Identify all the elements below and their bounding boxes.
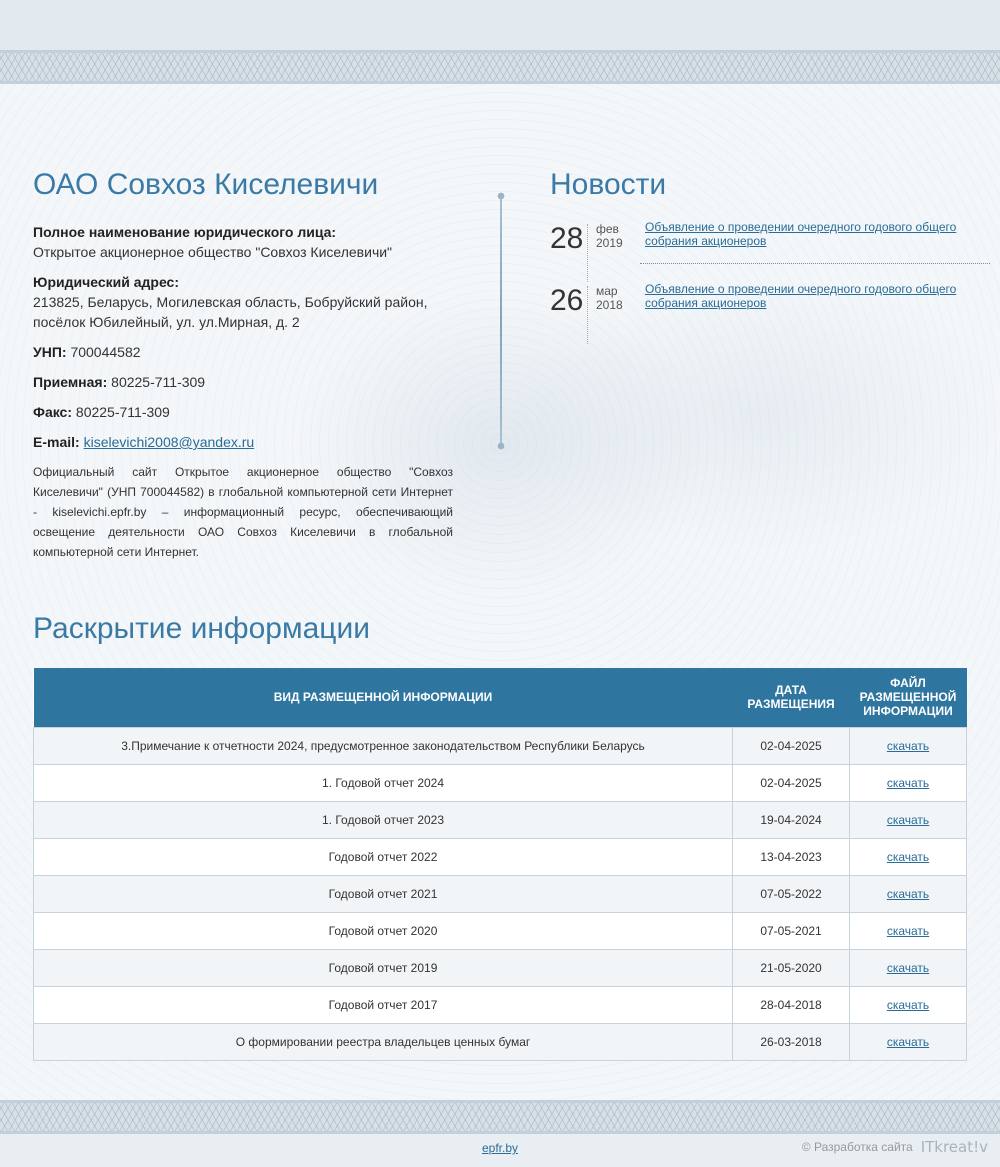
download-link[interactable]: скачать	[886, 1034, 930, 1049]
unp-field	[33, 342, 453, 362]
reception-field	[33, 372, 453, 392]
company-title: ОАО Совхоз Киселевичи	[33, 168, 379, 201]
news-month: мар	[596, 284, 618, 298]
news-separator	[640, 263, 990, 264]
address-value: 213825, Беларусь, Могилевская область, Бобруйский район, посёлок Юбилейный, ул. ул.Мирная, д. 2	[33, 294, 428, 330]
download-link[interactable]: скачать	[886, 886, 930, 901]
row-type: Годовой отчет 2020	[34, 912, 733, 949]
row-date: 13-04-2023	[733, 838, 850, 875]
unp-label: УНП:	[33, 344, 67, 360]
row-file-cell	[850, 801, 967, 838]
footer-ornament-band	[0, 1100, 1000, 1134]
row-file-cell	[850, 986, 967, 1023]
row-type: Годовой отчет 2017	[34, 986, 733, 1023]
reception-label: Приемная:	[33, 374, 108, 390]
row-date: 26-03-2018	[733, 1023, 850, 1060]
email-label: E-mail:	[33, 434, 80, 450]
fax-field	[33, 402, 453, 422]
news-link[interactable]: Объявление о проведении очередного годового общего собрания акционеров	[645, 220, 957, 248]
row-date: 21-05-2020	[733, 949, 850, 986]
header-type: ВИД РАЗМЕЩЕННОЙ ИНФОРМАЦИИ	[34, 668, 733, 727]
fax-label: Факс:	[33, 404, 73, 420]
table-row	[34, 801, 967, 838]
row-date: 07-05-2021	[733, 912, 850, 949]
reception-value: 80225-711-309	[111, 374, 206, 390]
row-type: 1. Годовой отчет 2023	[34, 801, 733, 838]
table-row	[34, 838, 967, 875]
footer-credit	[802, 1138, 988, 1156]
row-type: Годовой отчет 2022	[34, 838, 733, 875]
row-date: 02-04-2025	[733, 727, 850, 764]
row-file-cell	[850, 838, 967, 875]
news-item	[550, 282, 990, 344]
email-link[interactable]: kiselevichi2008@yandex.ru	[83, 434, 255, 450]
row-file-cell	[850, 875, 967, 912]
news-year: 2019	[596, 236, 623, 250]
table-row	[34, 764, 967, 801]
download-link[interactable]: скачать	[886, 775, 930, 790]
address-label: Юридический адрес:	[33, 274, 179, 290]
row-file-cell	[850, 912, 967, 949]
disclosure-title: Раскрытие информации	[33, 612, 370, 645]
row-date: 19-04-2024	[733, 801, 850, 838]
news-month: фев	[596, 222, 619, 236]
download-link[interactable]: скачать	[886, 812, 930, 827]
news-title: Новости	[550, 168, 667, 201]
footer-site-link[interactable]: epfr.by	[482, 1141, 519, 1155]
download-link[interactable]: скачать	[886, 997, 930, 1012]
row-date: 02-04-2025	[733, 764, 850, 801]
news-section	[550, 168, 990, 344]
full-name-label: Полное наименование юридического лица:	[33, 224, 337, 240]
table-row	[34, 986, 967, 1023]
table-row	[34, 727, 967, 764]
news-date	[588, 284, 645, 344]
table-row	[34, 912, 967, 949]
row-type: О формировании реестра владельцев ценных бумаг	[34, 1023, 733, 1060]
header-file: ФАЙЛ РАЗМЕЩЕННОЙ ИНФОРМАЦИИ	[850, 668, 967, 727]
news-date	[588, 222, 645, 282]
company-info	[33, 168, 453, 562]
fax-value: 80225-711-309	[75, 404, 170, 420]
row-date: 28-04-2018	[733, 986, 850, 1023]
row-type: Годовой отчет 2019	[34, 949, 733, 986]
address-field	[33, 272, 453, 332]
table-row	[34, 875, 967, 912]
row-file-cell	[850, 727, 967, 764]
row-file-cell	[850, 949, 967, 986]
download-link[interactable]: скачать	[886, 960, 930, 975]
disclosure-table	[33, 668, 967, 1061]
unp-value: 700044582	[70, 344, 141, 360]
row-file-cell	[850, 1023, 967, 1060]
row-type: 3.Примечание к отчетности 2024, предусмотренное законодательством Республики Беларусь	[34, 727, 733, 764]
download-link[interactable]: скачать	[886, 923, 930, 938]
row-type: Годовой отчет 2021	[34, 875, 733, 912]
site-description: Официальный сайт Открытое акционерное общество "Совхоз Киселевичи" (УНП 700044582) в глобальной компьютерной сети Интернет - kiselevichi.epfr.by – информационный ресурс, обеспечивающий освещение деятельности ОАО Совхоз Киселевичи в глобальной компьютерной сети Интернет.	[33, 465, 453, 559]
news-item	[550, 220, 990, 282]
full-name-value: Открытое акционерное общество "Совхоз Киселевичи"	[33, 244, 393, 260]
top-bar	[0, 0, 1000, 50]
download-link[interactable]: скачать	[886, 738, 930, 753]
email-field	[33, 432, 453, 452]
news-day: 28	[550, 224, 588, 282]
news-link[interactable]: Объявление о проведении очередного годового общего собрания акционеров	[645, 282, 957, 310]
developer-logo[interactable]: ITkreat!v	[920, 1138, 988, 1156]
table-row	[34, 1023, 967, 1060]
table-header-row	[34, 668, 967, 727]
header-ornament-band	[0, 50, 1000, 84]
table-row	[34, 949, 967, 986]
credit-text: © Разработка сайта	[801, 1140, 913, 1154]
download-link[interactable]: скачать	[886, 849, 930, 864]
column-divider	[500, 195, 502, 447]
row-date: 07-05-2022	[733, 875, 850, 912]
news-day: 26	[550, 286, 588, 344]
row-type: 1. Годовой отчет 2024	[34, 764, 733, 801]
row-file-cell	[850, 764, 967, 801]
header-date: ДАТА РАЗМЕЩЕНИЯ	[733, 668, 850, 727]
news-year: 2018	[596, 298, 623, 312]
full-name-field	[33, 222, 453, 262]
